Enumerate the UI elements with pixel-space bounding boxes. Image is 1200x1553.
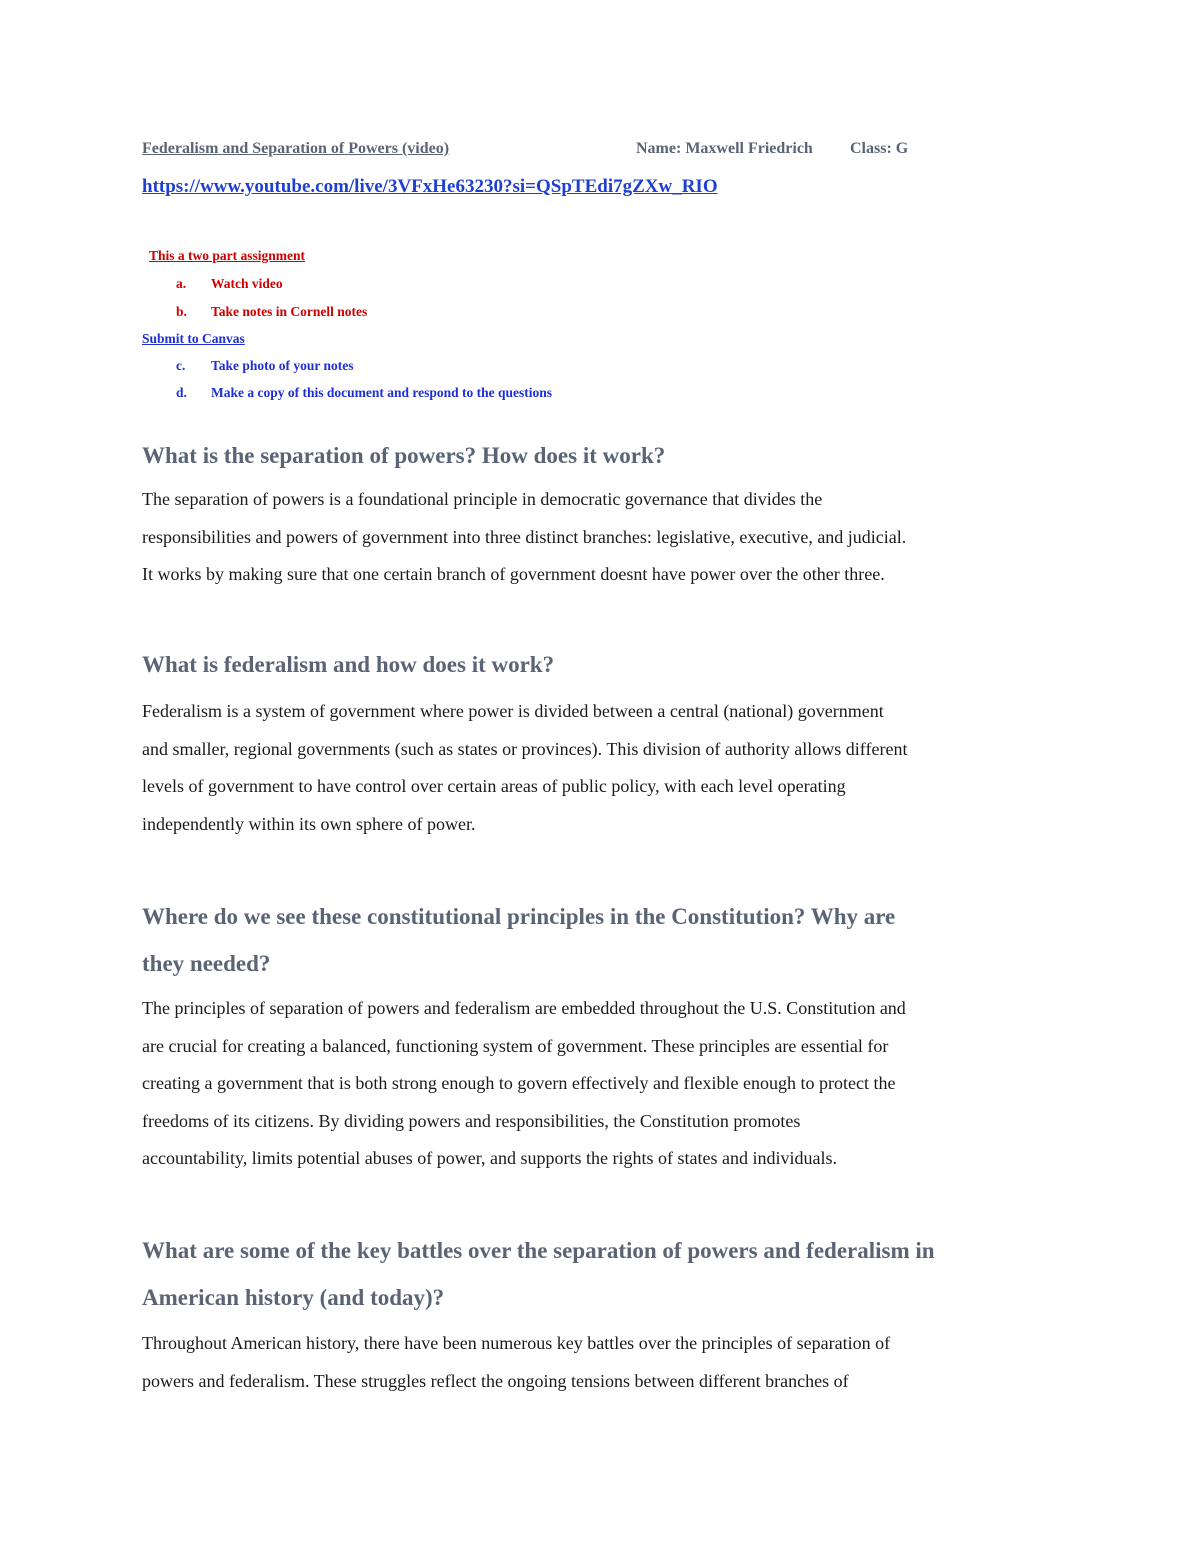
video-link[interactable]: https://www.youtube.com/live/3VFxHe63230?si=QSpTEdi7gZXw_RIO (142, 176, 718, 197)
question-heading (142, 641, 1072, 688)
document-title: Federalism and Separation of Powers (video) (142, 140, 450, 157)
answer-line: responsibilities and powers of government into three distinct branches: legislative, executive, and judicial. (142, 526, 907, 547)
answer-line: are crucial for creating a balanced, functioning system of government. These principles are essential for (142, 1035, 889, 1056)
question-line: American history (and today)? (142, 1285, 445, 1310)
answer-line: creating a government that is both strong enough to govern effectively and flexible enough to protect the (142, 1073, 896, 1093)
question-heading (142, 893, 1072, 987)
list-item-take-photo: Take photo of your notes (211, 358, 354, 373)
submit-to-canvas-link[interactable]: Submit to Canvas (142, 331, 245, 346)
answer-line: powers and federalism. These struggles reflect the ongoing tensions between different branches of (142, 1370, 849, 1391)
list-item-make-copy: Make a copy of this document and respond to the questions (211, 385, 553, 400)
question-line: Where do we see these constitutional principles in the Constitution? Why are (142, 904, 896, 929)
answer-line: levels of government to have control over certain areas of public policy, with each level operating (142, 776, 846, 796)
list-item-letter: a. (176, 276, 187, 291)
answer-line: freedoms of its citizens. By dividing powers and responsibilities, the Constitution promotes (142, 1110, 801, 1131)
answer-line: independently within its own sphere of power. (142, 813, 476, 834)
instructions-intro: This a two part assignment (149, 248, 306, 263)
answer-text (142, 1325, 1067, 1400)
answer-line: The separation of powers is a foundational principle in democratic governance that divides the (142, 489, 823, 509)
question-heading (142, 1227, 1072, 1321)
student-name: Name: Maxwell Friedrich (636, 140, 813, 157)
document-header (142, 140, 1062, 164)
list-item-take-notes: Take notes in Cornell notes (211, 304, 368, 319)
question-heading (142, 432, 1072, 479)
answer-line: Throughout American history, there have been numerous key battles over the principles of separation of (142, 1333, 891, 1353)
list-item-letter: b. (176, 304, 187, 319)
question-line: What are some of the key battles over the separation of powers and federalism in (142, 1238, 935, 1263)
list-item-letter: d. (176, 385, 187, 400)
class-label: Class: G (850, 140, 909, 157)
answer-text (142, 990, 1067, 1178)
answer-line: and smaller, regional governments (such as states or provinces). This division of authority allows different (142, 738, 908, 759)
answer-line: It works by making sure that one certain branch of government doesnt have power over the other three. (142, 564, 885, 584)
answer-text (142, 481, 1067, 594)
list-item-letter: c. (176, 358, 186, 373)
answer-line: The principles of separation of powers and federalism are embedded throughout the U.S. Constitution and (142, 998, 906, 1018)
answer-line: accountability, limits potential abuses of power, and supports the rights of states and individuals. (142, 1148, 837, 1168)
answer-line: Federalism is a system of government where power is divided between a central (national) government (142, 701, 884, 721)
list-item-watch-video: Watch video (211, 276, 283, 291)
question-line: What is the separation of powers? How does it work? (142, 443, 666, 468)
question-line: they needed? (142, 951, 271, 976)
answer-text (142, 693, 1067, 843)
question-line: What is federalism and how does it work? (142, 652, 555, 677)
